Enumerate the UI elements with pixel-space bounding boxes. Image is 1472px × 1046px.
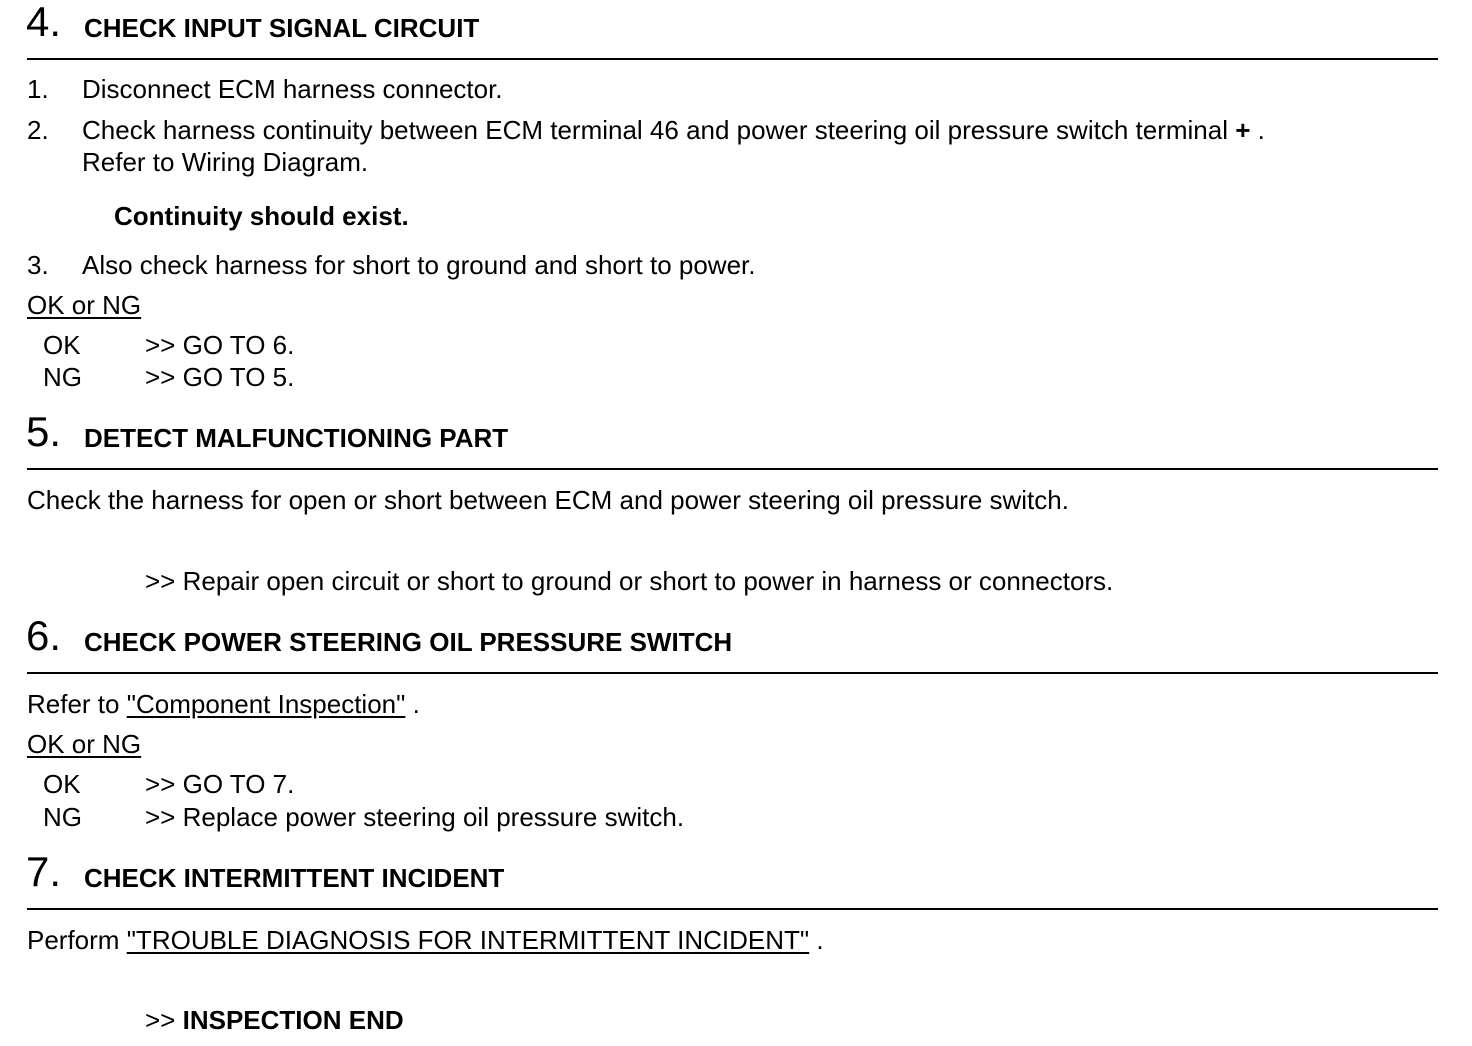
step7-perform-suffix: . xyxy=(816,925,824,955)
plus-symbol: + xyxy=(1235,115,1251,145)
step4-number: 4. xyxy=(26,0,62,45)
step5-number: 5. xyxy=(26,408,62,455)
step7-number: 7. xyxy=(26,848,62,895)
step4-ok-result: >> GO TO 6. xyxy=(145,330,295,360)
step4-item1-num: 1. xyxy=(27,74,49,104)
step5-text: Check the harness for open or short between ECM and power steering oil pressure switch. xyxy=(27,485,1069,515)
trouble-diagnosis-link[interactable]: "TROUBLE DIAGNOSIS FOR INTERMITTENT INCIDENT" xyxy=(126,925,810,955)
step6-ng-result: >> Replace power steering oil pressure switch. xyxy=(145,802,685,832)
step4-item2-suffix: . xyxy=(1257,115,1265,145)
step6-refer-prefix: Refer to xyxy=(27,689,120,719)
step4-item2-text: Check harness continuity between ECM terminal 46 and power steering oil pressure switch terminal xyxy=(82,115,1228,145)
step4-title: CHECK INPUT SIGNAL CIRCUIT xyxy=(84,13,480,43)
step6-ok-result: >> GO TO 7. xyxy=(145,769,295,799)
step6-ng-label: NG xyxy=(43,802,82,832)
step7-perform-line xyxy=(27,925,824,955)
step7-title: CHECK INTERMITTENT INCIDENT xyxy=(84,863,505,893)
step6-refer-line xyxy=(27,689,420,719)
step4-spec: Continuity should exist. xyxy=(114,201,409,231)
step4-ng-label: NG xyxy=(43,362,82,392)
step4-item2-line1 xyxy=(82,115,1265,145)
step5-title: DETECT MALFUNCTIONING PART xyxy=(84,423,509,453)
step6-ok-ng-label: OK or NG xyxy=(27,729,142,759)
inspection-end-arrow: >> xyxy=(145,1005,176,1035)
inspection-end-text: INSPECTION END xyxy=(182,1005,404,1035)
step4-item3-text: Also check harness for short to ground and short to power. xyxy=(82,250,756,280)
step4-item2-line2: Refer to Wiring Diagram. xyxy=(82,147,369,177)
step4-ng-result: >> GO TO 5. xyxy=(145,362,295,392)
step5-action: >> Repair open circuit or short to ground or short to power in harness or connectors. xyxy=(145,566,1114,596)
step4-item1-text: Disconnect ECM harness connector. xyxy=(82,74,503,104)
step5-divider xyxy=(27,468,1438,470)
step6-number: 6. xyxy=(26,612,62,659)
step4-divider xyxy=(27,58,1438,60)
inspection-end xyxy=(145,1005,404,1035)
component-inspection-link[interactable]: "Component Inspection" xyxy=(126,689,406,719)
step4-ok-ng-label: OK or NG xyxy=(27,290,142,320)
step6-refer-suffix: . xyxy=(412,689,420,719)
step7-divider xyxy=(27,908,1438,910)
step6-divider xyxy=(27,672,1438,674)
step6-title: CHECK POWER STEERING OIL PRESSURE SWITCH xyxy=(84,627,733,657)
step4-item3-num: 3. xyxy=(27,250,49,280)
step6-ok-label: OK xyxy=(43,769,81,799)
step4-ok-label: OK xyxy=(43,330,81,360)
step4-item2-num: 2. xyxy=(27,115,49,145)
step7-perform-prefix: Perform xyxy=(27,925,120,955)
